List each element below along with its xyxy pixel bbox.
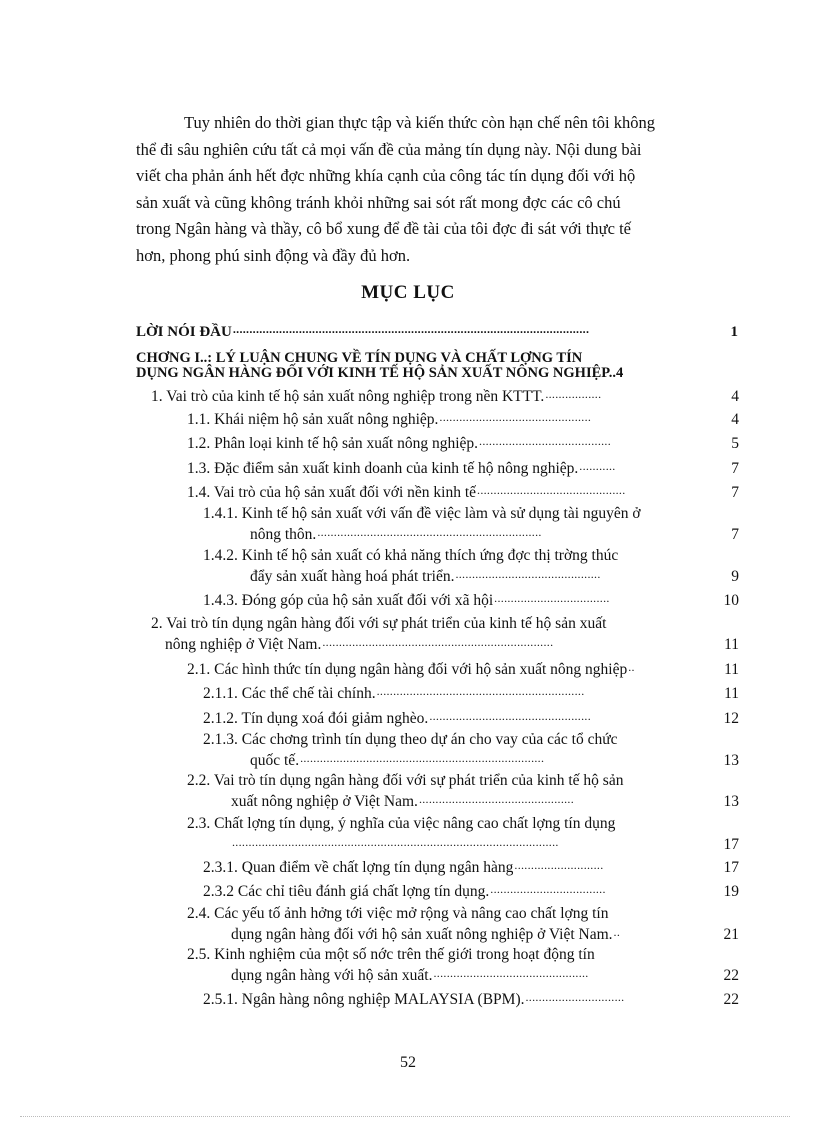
toc-page-number: 22 bbox=[723, 991, 739, 1008]
toc-entry-text: 1.3. Đặc điểm sản xuất kinh doanh của kinh tế hộ nông nghiệp. bbox=[187, 460, 579, 477]
toc-entry-2-5[interactable] bbox=[187, 946, 739, 985]
paragraph-line: viết cha phản ánh hết đợc những khía cạnh của công tác tín dụng đối với hộ bbox=[136, 166, 636, 186]
toc-entry-1-4-3[interactable] bbox=[203, 589, 739, 610]
toc-leader-dots: ............................................... bbox=[433, 966, 589, 980]
toc-entry-2-1-1[interactable] bbox=[203, 682, 739, 703]
toc-entry-text: 2.3.1. Quan điểm về chất lợng tín dụng ngân hàng bbox=[203, 859, 514, 876]
toc-entry-text: 1.2. Phân loại kinh tế hộ sản xuất nông nghiệp. bbox=[187, 435, 479, 452]
toc-entry-2[interactable] bbox=[151, 615, 739, 654]
toc-entry-text: đẩy sản xuất hàng hoá phát triển. bbox=[250, 568, 455, 585]
toc-entry-text: nông thôn. bbox=[250, 526, 317, 543]
toc-page-number: 11 bbox=[724, 636, 739, 653]
toc-leader-dots: ................................................................................................... bbox=[232, 835, 559, 849]
toc-entry-1-1[interactable] bbox=[187, 408, 739, 429]
toc-entry-text: LỜI NÓI ĐẦU bbox=[136, 324, 232, 340]
toc-leader-dots: ............................................................... bbox=[376, 684, 585, 698]
toc-page-number: 22 bbox=[723, 967, 739, 984]
toc-entry-chapter[interactable] bbox=[136, 351, 740, 381]
toc-page-number: 11 bbox=[724, 685, 739, 702]
toc-entry-text: 2.5.1. Ngân hàng nông nghiệp MALAYSIA (BPM). bbox=[203, 991, 525, 1008]
toc-entry-text: 2.5. Kinh nghiệm của một số nớc trên thế giới trong hoạt động tín bbox=[187, 946, 595, 963]
toc-leader-dots: ............................................................................................................ bbox=[232, 322, 590, 336]
toc-entry-text: 2.1.1. Các thể chế tài chính. bbox=[203, 685, 376, 702]
toc-page-number: 13 bbox=[723, 793, 739, 810]
toc-entry-2-3-1[interactable] bbox=[203, 856, 739, 877]
toc-entry-text: CHƠNG I..: LÝ LUẬN CHUNG VỀ TÍN DỤNG VÀ CHẤT LỢNG TÍN bbox=[136, 350, 583, 366]
toc-entry-2-2[interactable] bbox=[187, 772, 739, 811]
toc-leader-dots: ........................................ bbox=[479, 434, 612, 448]
toc-title: MỤC LỤC bbox=[361, 282, 455, 303]
toc-leader-dots: .......................................................................... bbox=[300, 751, 545, 765]
toc-page-number: 9 bbox=[731, 568, 739, 585]
toc-entry-text: DỤNG NGÂN HÀNG ĐỐI VỚI KINH TẾ HỘ SẢN XUẤT NÔNG NGHIỆP..4 bbox=[136, 365, 624, 381]
toc-entry-2-1-3[interactable] bbox=[203, 731, 739, 770]
toc-leader-dots: .................................................................... bbox=[317, 525, 542, 539]
toc-leader-dots: ................................................. bbox=[429, 709, 592, 723]
toc-leader-dots: ................................... bbox=[494, 591, 610, 605]
toc-entry-1-2[interactable] bbox=[187, 432, 739, 453]
toc-entry-text: 1.4.3. Đóng góp của hộ sản xuất đối với xã hội bbox=[203, 592, 494, 609]
footer-divider bbox=[20, 1116, 790, 1117]
toc-page-number: 19 bbox=[723, 883, 739, 900]
toc-entry-2-1-2[interactable] bbox=[203, 707, 739, 728]
toc-entry-text: dụng ngân hàng đối với hộ sản xuất nông nghiệp ở Việt Nam. bbox=[231, 926, 613, 943]
toc-entry-1-4-1[interactable] bbox=[203, 505, 739, 544]
toc-leader-dots: ........... bbox=[579, 459, 616, 473]
toc-page-number: 13 bbox=[723, 752, 739, 769]
toc-entry-text: 2.1.2. Tín dụng xoá đói giảm nghèo. bbox=[203, 710, 429, 727]
toc-page-number: 1 bbox=[730, 324, 738, 340]
toc-entry-text: 1.1. Khái niệm hộ sản xuất nông nghiệp. bbox=[187, 411, 439, 428]
paragraph-line: thể đi sâu nghiên cứu tất cả mọi vấn đề của mảng tín dụng này. Nội dung bài bbox=[136, 139, 642, 159]
toc-entry-1-4-2[interactable] bbox=[203, 547, 739, 586]
toc-entry-2-4[interactable] bbox=[187, 905, 739, 944]
toc-leader-dots: ................................... bbox=[490, 882, 606, 896]
toc-leader-dots: .. bbox=[628, 660, 635, 674]
toc-entry-text: xuất nông nghiệp ở Việt Nam. bbox=[231, 793, 418, 810]
toc-leader-dots: .. bbox=[613, 925, 621, 939]
toc-page-number: 17 bbox=[723, 836, 739, 853]
toc-entry-text: nông nghiệp ở Việt Nam. bbox=[165, 636, 322, 653]
toc-entry-text: 1.4.1. Kinh tế hộ sản xuất với vấn đề việc làm và sử dụng tài nguyên ở bbox=[203, 505, 641, 522]
toc-leader-dots: .............................................. bbox=[439, 410, 592, 424]
toc-page-number: 21 bbox=[723, 926, 739, 943]
toc-entry-1[interactable] bbox=[151, 385, 739, 406]
toc-page-number: 12 bbox=[723, 710, 739, 727]
toc-entry-intro[interactable] bbox=[136, 320, 738, 341]
toc-page-number: 7 bbox=[731, 460, 739, 477]
toc-leader-dots: ...................................................................... bbox=[322, 635, 554, 649]
toc-entry-1-3[interactable] bbox=[187, 457, 739, 478]
paragraph-line: Tuy nhiên do thời gian thực tập và kiến thức còn hạn chế nên tôi không bbox=[184, 113, 655, 132]
body-paragraph bbox=[136, 110, 740, 270]
toc-entry-2-5-1[interactable] bbox=[203, 988, 739, 1009]
toc-page-number: 5 bbox=[731, 435, 739, 452]
toc-entry-text: 2.2. Vai trò tín dụng ngân hàng đối với sự phát triển của kinh tế hộ sản bbox=[187, 772, 624, 789]
toc-page-number: 10 bbox=[723, 592, 739, 609]
toc-page-number: 17 bbox=[723, 859, 739, 876]
toc-page-number: 7 bbox=[731, 484, 739, 501]
toc-entry-text: 1.4. Vai trò của hộ sản xuất đối với nền kinh tế bbox=[187, 484, 477, 501]
toc-leader-dots: .............................. bbox=[525, 990, 625, 1004]
toc-leader-dots: ................. bbox=[545, 387, 602, 401]
toc-entry-1-4[interactable] bbox=[187, 481, 739, 502]
toc-leader-dots: ........................... bbox=[514, 858, 604, 872]
toc-entry-text: 2.1. Các hình thức tín dụng ngân hàng đối với hộ sản xuất nông nghiệp bbox=[187, 661, 628, 678]
toc-entry-text: 2.4. Các yếu tố ảnh hởng tới việc mở rộng và nâng cao chất lợng tín bbox=[187, 905, 609, 922]
toc-page-number: 7 bbox=[731, 526, 739, 543]
toc-entry-text: 2.3.2 Các chỉ tiêu đánh giá chất lợng tín dụng. bbox=[203, 883, 490, 900]
toc-page-number: 11 bbox=[724, 661, 739, 678]
toc-entry-text: 2.1.3. Các chơng trình tín dụng theo dự án cho vay của các tổ chức bbox=[203, 731, 618, 748]
paragraph-line: trong Ngân hàng và thầy, cô bổ xung để đề tài của tôi đợc đi sát với thực tế bbox=[136, 219, 631, 239]
toc-entry-2-3-2[interactable] bbox=[203, 880, 739, 901]
toc-leader-dots: ............................................. bbox=[477, 483, 626, 497]
toc-page-number: 4 bbox=[731, 411, 739, 428]
toc-page-number: 4 bbox=[731, 388, 739, 405]
toc-entry-2-3[interactable] bbox=[187, 815, 739, 854]
toc-entry-text: dụng ngân hàng với hộ sản xuất. bbox=[231, 967, 433, 984]
toc-entry-text: 1. Vai trò của kinh tế hộ sản xuất nông nghiệp trong nền KTTT. bbox=[151, 388, 545, 405]
toc-entry-text: 2. Vai trò tín dụng ngân hàng đối với sự phát triển của kinh tế hộ sản xuất bbox=[151, 615, 607, 632]
toc-leader-dots: ............................................... bbox=[418, 792, 575, 806]
toc-entry-text: quốc tế. bbox=[250, 752, 300, 769]
page-number: 52 bbox=[400, 1054, 416, 1071]
toc-leader-dots: ............................................ bbox=[455, 567, 601, 581]
paragraph-line: hơn, phong phú sinh động và đầy đủ hơn. bbox=[136, 245, 411, 265]
toc-entry-text: 1.4.2. Kinh tế hộ sản xuất có khả năng thích ứng đợc thị trờng thúc bbox=[203, 547, 619, 564]
toc-entry-2-1[interactable] bbox=[187, 658, 739, 679]
paragraph-line: sản xuất và cũng không tránh khỏi những sai sót rất mong đợc các cô chú bbox=[136, 192, 621, 212]
toc-entry-text: 2.3. Chất lợng tín dụng, ý nghĩa của việc nâng cao chất lợng tín dụng bbox=[187, 815, 616, 832]
